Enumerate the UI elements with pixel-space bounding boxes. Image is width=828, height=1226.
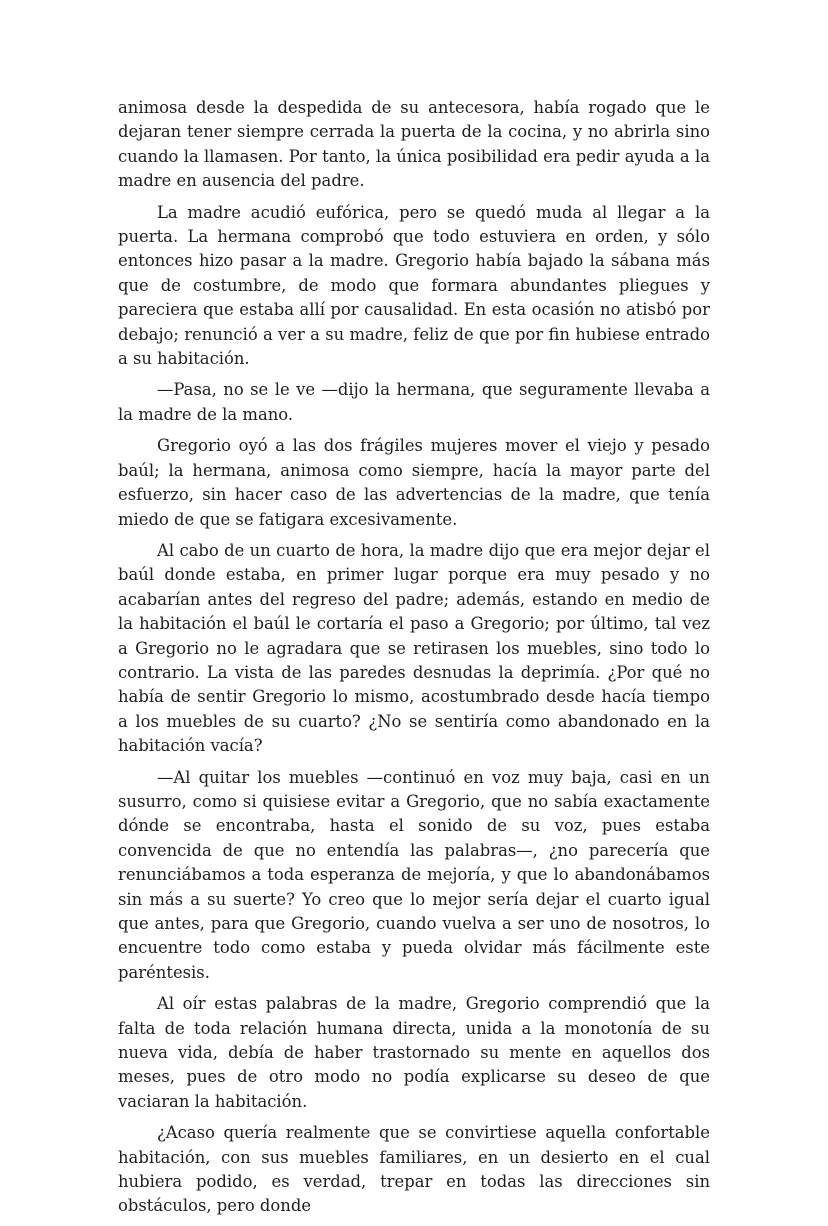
paragraph-continuation: animosa desde la despedida de su antecesora, había rogado que le dejaran tener siempre cerrada la puerta de la cocina, y no abrirla sino cuando la llamasen. Por tanto, la única posibilidad era pedir ayuda a la madre en ausencia del padre. xyxy=(118,98,710,191)
paragraph-gregorio-question: ¿Acaso quería realmente que se convirtiese aquella confortable habitación, con sus muebles familiares, en un desierto en el cual hubiera podido, es verdad, trepar en todas las direcciones sin obstáculos, pero donde xyxy=(118,1123,710,1216)
paragraph-mother-arrives: La madre acudió eufórica, pero se quedó muda al llegar a la puerta. La hermana comprobó que todo estuviera en orden, y sólo entonces hizo pasar a la madre. Gregorio había bajado la sábana más que de costumbre, de modo que formara abundantes pliegues y pareciera que estaba allí por causalidad. En esta ocasión no atisbó por debajo; renunció a ver a su madre, feliz de que por fin hubiese entrado a su habitación. xyxy=(118,202,710,369)
paragraph-mother-reasons: Al cabo de un cuarto de hora, la madre dijo que era mejor dejar el baúl donde estaba, en primer lugar porque era muy pesado y no acabarían antes del regreso del padre; además, estando en medio de la habitación el baúl le cortaría el paso a Gregorio; por último, tal vez a Gregorio no le agradara que se retirasen los muebles, sino todo lo contrario. La vista de las paredes desnudas la deprimía. ¿Por qué no había de sentir Gregorio lo mismo, acostumbrado desde hacía tiempo a los muebles de su cuarto? ¿No se sentiría como abandonado en la habitación vacía? xyxy=(118,540,710,756)
paragraph-gregorio-understands: Al oír estas palabras de la madre, Gregorio comprendió que la falta de toda relación humana directa, unida a la monotonía de su nueva vida, debía de haber trastornado su mente en aquellos dos meses, pues de otro modo no podía explicarse su deseo de que vaciaran la habitación. xyxy=(118,994,710,1111)
book-page xyxy=(118,96,710,1226)
paragraph-moving-chest: Gregorio oyó a las dos frágiles mujeres mover el viejo y pesado baúl; la hermana, animosa como siempre, hacía la mayor parte del esfuerzo, sin hacer caso de las advertencias de la madre, que tenía miedo de que se fatigara excesivamente. xyxy=(118,436,710,529)
paragraph-dialogue-sister: —Pasa, no se le ve —dijo la hermana, que seguramente llevaba a la madre de la mano. xyxy=(118,380,710,424)
paragraph-dialogue-mother: —Al quitar los muebles —continuó en voz muy baja, casi en un susurro, como si quisiese evitar a Gregorio, que no sabía exactamente dónde se encontraba, hasta el sonido de su voz, pues estaba convencida de que no entendía las palabras—, ¿no parecería que renunciábamos a toda esperanza de mejoría, y que lo abandonábamos sin más a su suerte? Yo creo que lo mejor sería dejar el cuarto igual que antes, para que Gregorio, cuando vuelva a ser uno de nosotros, lo encuentre todo como estaba y pueda olvidar más fácilmente este paréntesis. xyxy=(118,767,710,982)
